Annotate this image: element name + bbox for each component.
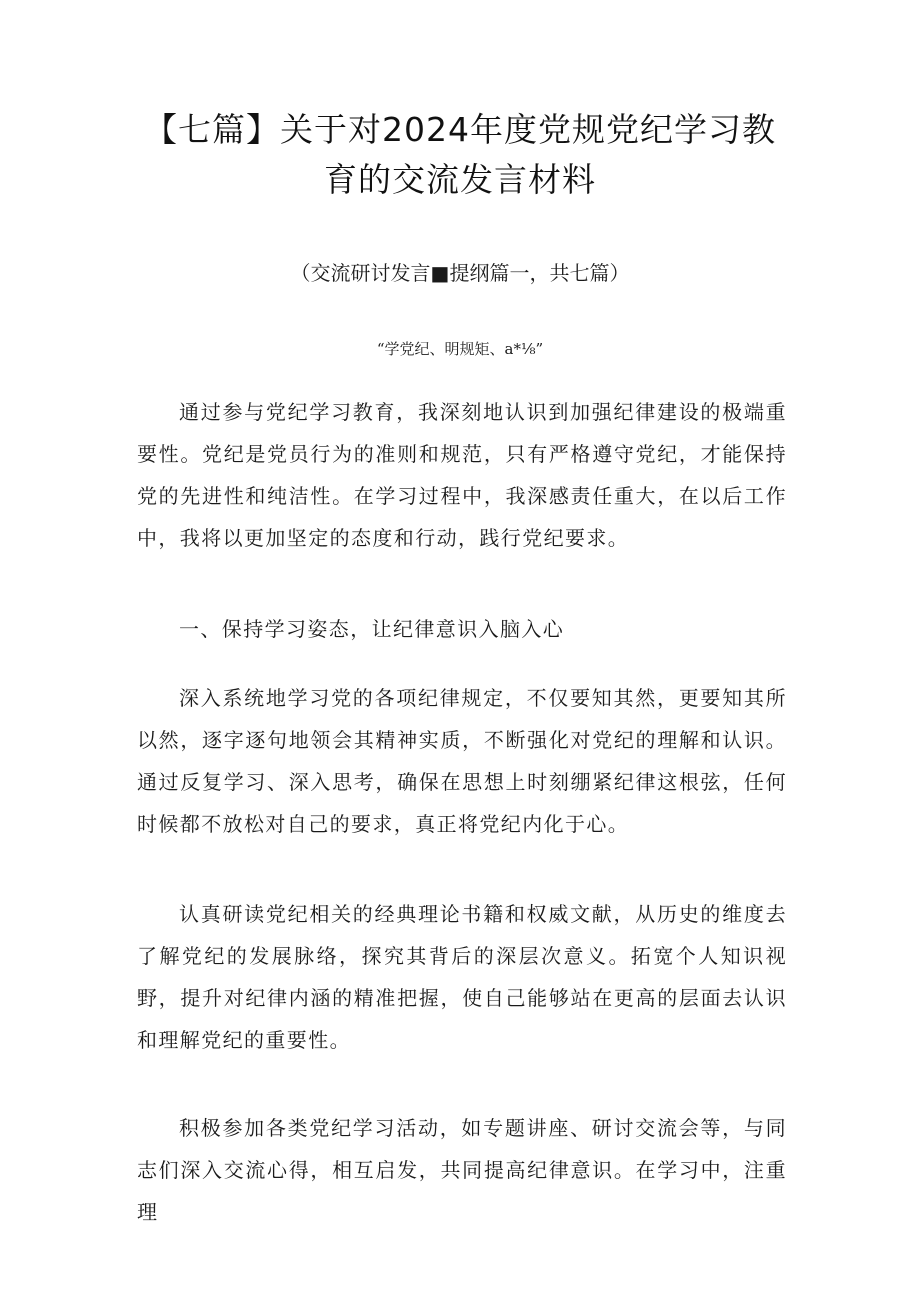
paragraph-3: 积极参加各类党纪学习活动，如专题讲座、研讨交流会等，与同志们深入交流心得，相互启发，共同提高纪律意识。在学习中，注重理	[137, 1116, 787, 1224]
paragraph-intro: 通过参与党纪学习教育，我深刻地认识到加强纪律建设的极端重要性。党纪是党员行为的准则和规范，只有严格遵守党纪，才能保持党的先进性和纯洁性。在学习过程中，我深感责任重大，在以后工作中，我将以更加坚定的态度和行动，践行党纪要求。	[137, 400, 787, 550]
document-motto: “学党纪、明规矩、a*⅛”	[376, 340, 544, 358]
document-title	[100, 105, 820, 205]
section-heading-1: 一、保持学习姿态，让纪律意识入脑入心	[179, 617, 565, 641]
paragraph-2: 认真研读党纪相关的经典理论书籍和权威文献，从历史的维度去了解党纪的发展脉络，探究其背后的深层次意义。拓宽个人知识视野，提升对纪律内涵的精准把握，使自己能够站在更高的层面去认识和理解党纪的重要性。	[137, 902, 787, 1052]
document-subtitle: （交流研讨发言■提纲篇一，共七篇）	[290, 261, 630, 285]
title-line-2: 育的交流发言材料	[324, 160, 596, 199]
title-line-1: 【七篇】关于对2024年度党规党纪学习教	[144, 110, 776, 149]
paragraph-1: 深入系统地学习党的各项纪律规定，不仅要知其然，更要知其所以然，逐字逐句地领会其精神实质，不断强化对党纪的理解和认识。通过反复学习、深入思考，确保在思想上时刻绷紧纪律这根弦，任何时候都不放松对自己的要求，真正将党纪内化于心。	[137, 686, 787, 836]
